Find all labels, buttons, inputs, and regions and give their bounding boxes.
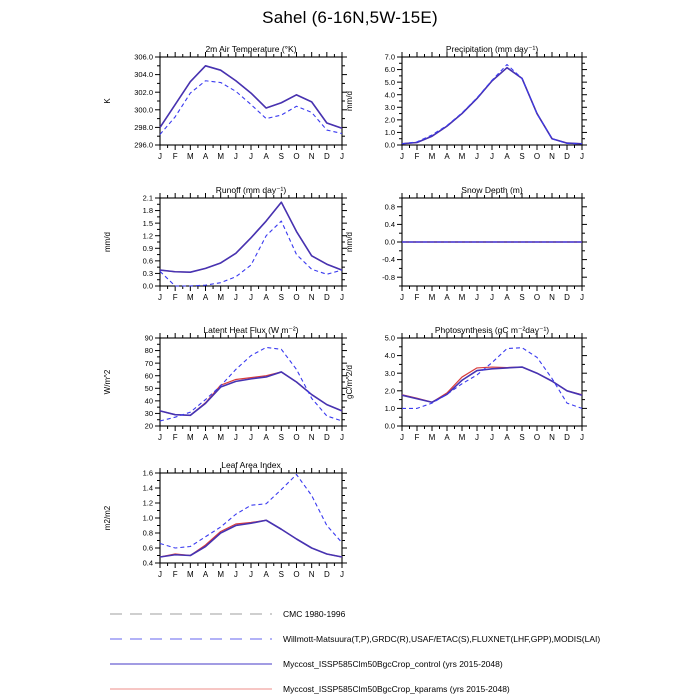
panel-title: Leaf Area Index: [221, 460, 281, 470]
y-tick-label: 296.0: [134, 140, 153, 150]
y-tick-label: 1.2: [142, 231, 153, 241]
y-axis-unit: K: [103, 98, 112, 104]
y-tick-label: 5.0: [384, 77, 395, 87]
x-tick-label: D: [323, 152, 330, 161]
x-tick-label: A: [202, 152, 209, 161]
panel-title: Photosynthesis (gC m⁻²day⁻¹): [434, 325, 550, 335]
y-tick-label: 298.0: [134, 123, 153, 133]
legend-line-swatch: [110, 609, 272, 619]
x-tick-label: N: [308, 570, 315, 579]
x-tick-label: D: [323, 433, 330, 442]
x-tick-label: O: [293, 570, 300, 579]
y-tick-label: 0.0: [142, 281, 153, 291]
panel-leaf-area-index: [98, 457, 360, 591]
y-tick-label: 0.0: [384, 140, 395, 150]
y-tick-label: 3.0: [384, 102, 395, 112]
x-tick-label: S: [519, 293, 525, 302]
x-tick-label: M: [217, 433, 225, 442]
y-tick-label: 30: [144, 409, 153, 419]
y-tick-label: 4.0: [384, 351, 395, 361]
panel-latent-heat-flux: [98, 322, 360, 454]
x-tick-label: M: [217, 570, 225, 579]
x-tick-label: A: [202, 293, 209, 302]
x-tick-label: N: [549, 433, 555, 442]
y-tick-label: 306.0: [134, 52, 153, 62]
series-line: [402, 367, 582, 402]
x-tick-label: S: [278, 433, 285, 442]
x-tick-label: J: [475, 293, 479, 302]
y-tick-label: 0.3: [142, 269, 153, 279]
x-tick-label: F: [172, 293, 178, 302]
x-tick-label: M: [186, 433, 194, 442]
y-tick-label: 5.0: [384, 333, 395, 343]
x-tick-label: A: [444, 433, 450, 442]
y-tick-label: 1.0: [384, 404, 395, 414]
y-tick-label: 3.0: [384, 368, 395, 378]
series-line: [160, 66, 342, 128]
legend-line-swatch: [110, 634, 272, 644]
y-tick-label: 302.0: [134, 87, 153, 97]
y-tick-label: 1.0: [384, 128, 395, 138]
x-tick-label: J: [475, 152, 479, 161]
y-tick-label: 70: [144, 358, 153, 368]
x-tick-label: A: [202, 433, 209, 442]
series-line: [160, 81, 342, 135]
y-tick-label: 1.5: [142, 218, 153, 228]
x-tick-label: J: [400, 433, 404, 442]
y-tick-label: 1.4: [142, 483, 153, 493]
x-tick-label: M: [428, 152, 436, 161]
x-tick-label: J: [490, 433, 494, 442]
x-tick-label: O: [533, 152, 541, 161]
x-tick-label: M: [428, 293, 436, 302]
y-tick-label: 0.0: [384, 237, 395, 247]
x-tick-label: D: [564, 293, 570, 302]
series-line: [160, 202, 342, 272]
y-tick-label: 2.1: [142, 193, 153, 203]
legend-line-swatch: [110, 684, 272, 694]
figure-title: Sahel (6-16N,5W-15E): [262, 8, 438, 27]
legend-label: Myccost_ISSP585Clm50BgcCrop_control (yrs 2015-2048): [283, 658, 503, 669]
x-tick-label: M: [428, 433, 436, 442]
x-tick-label: J: [340, 293, 344, 302]
x-tick-label: O: [293, 293, 300, 302]
legend-item-2: [110, 651, 600, 676]
series-line: [402, 348, 582, 409]
panel-snow-depth: [340, 182, 600, 314]
x-tick-label: A: [263, 152, 269, 161]
y-tick-label: 1.6: [142, 468, 153, 478]
x-tick-label: N: [308, 293, 315, 302]
x-tick-label: J: [233, 293, 238, 302]
x-tick-label: J: [400, 152, 404, 161]
x-tick-label: J: [249, 433, 253, 442]
y-tick-label: 60: [144, 371, 153, 381]
x-tick-label: O: [533, 293, 541, 302]
legend-line-swatch: [110, 659, 272, 669]
series-line: [402, 68, 582, 144]
panel-title: Snow Depth (m): [461, 185, 523, 195]
y-axis-unit: mm/d: [103, 232, 112, 252]
x-tick-label: J: [340, 570, 344, 579]
x-tick-label: M: [458, 293, 466, 302]
series-line: [160, 372, 342, 415]
x-tick-label: D: [564, 152, 570, 161]
y-tick-label: 0.8: [142, 528, 153, 538]
panel-title: 2m Air Temperature (°K): [205, 44, 297, 54]
x-tick-label: J: [158, 433, 162, 442]
series-line: [160, 347, 342, 421]
x-tick-label: F: [172, 570, 178, 579]
x-tick-label: F: [414, 433, 420, 442]
y-axis-unit: mm/d: [345, 232, 354, 252]
x-tick-label: M: [186, 570, 194, 579]
y-tick-label: 0.4: [142, 558, 153, 568]
panel-air-temperature: [98, 41, 360, 173]
y-tick-label: 80: [144, 346, 153, 356]
y-tick-label: 50: [144, 383, 153, 393]
y-tick-label: 300.0: [134, 105, 153, 115]
x-tick-label: A: [202, 570, 209, 579]
legend-label: Willmott-Matsuura(T,P),GRDC(R),USAF/ETAC(S),FLUXNET(LHF,GPP),MODIS(LAI): [283, 633, 601, 644]
x-tick-label: J: [158, 293, 162, 302]
series-line: [160, 475, 342, 549]
y-tick-label: 90: [144, 333, 153, 343]
x-tick-label: N: [549, 293, 555, 302]
legend-item-3: [110, 676, 600, 700]
x-tick-label: J: [233, 433, 238, 442]
y-tick-label: 1.8: [142, 206, 153, 216]
y-axis-unit: gC/m^2/d: [345, 365, 354, 399]
y-tick-label: 0.4: [384, 220, 395, 230]
y-tick-label: 40: [144, 396, 153, 406]
x-tick-label: S: [278, 570, 285, 579]
x-tick-label: N: [308, 433, 315, 442]
y-tick-label: 0.6: [142, 543, 153, 553]
series-line: [160, 520, 342, 557]
x-tick-label: S: [278, 152, 285, 161]
x-tick-label: J: [400, 293, 404, 302]
x-tick-label: A: [504, 293, 510, 302]
x-tick-label: M: [186, 293, 194, 302]
series-line: [160, 66, 342, 128]
x-tick-label: J: [490, 152, 494, 161]
panel-title: Latent Heat Flux (W m⁻²): [203, 325, 299, 335]
x-tick-label: O: [293, 152, 300, 161]
y-tick-label: 6.0: [384, 65, 395, 75]
y-tick-label: 20: [144, 421, 153, 431]
panel-precipitation: [340, 41, 600, 173]
x-tick-label: J: [249, 570, 253, 579]
series-line: [160, 520, 342, 557]
x-tick-label: J: [340, 433, 344, 442]
y-axis-unit: m2/m2: [103, 505, 112, 531]
x-tick-label: J: [249, 152, 253, 161]
x-tick-label: J: [580, 152, 584, 161]
x-tick-label: O: [533, 433, 541, 442]
x-tick-label: O: [293, 433, 300, 442]
y-tick-label: -0.4: [382, 255, 395, 265]
legend: [110, 601, 600, 700]
y-tick-label: 1.0: [142, 513, 153, 523]
panel-title: Runoff (mm day⁻¹): [215, 185, 287, 195]
x-tick-label: A: [263, 293, 269, 302]
x-tick-label: J: [233, 570, 238, 579]
y-tick-label: 0.9: [142, 243, 153, 253]
x-tick-label: D: [323, 293, 330, 302]
series-line: [402, 65, 582, 144]
x-tick-label: M: [186, 152, 194, 161]
y-tick-label: 1.2: [142, 498, 153, 508]
x-tick-label: J: [580, 433, 584, 442]
x-tick-label: A: [444, 293, 450, 302]
x-tick-label: N: [549, 152, 555, 161]
y-tick-label: 4.0: [384, 90, 395, 100]
y-tick-label: 0.6: [142, 256, 153, 266]
x-tick-label: F: [172, 152, 178, 161]
x-tick-label: F: [172, 433, 178, 442]
legend-label: Myccost_ISSP585Clm50BgcCrop_kparams (yrs 2015-2048): [283, 683, 510, 694]
x-tick-label: J: [158, 570, 162, 579]
x-tick-label: M: [217, 152, 225, 161]
x-tick-label: A: [504, 152, 510, 161]
y-tick-label: 0.8: [384, 202, 395, 212]
x-tick-label: J: [580, 293, 584, 302]
x-tick-label: J: [340, 152, 344, 161]
x-tick-label: M: [458, 433, 466, 442]
x-tick-label: S: [519, 152, 525, 161]
y-tick-label: -0.8: [382, 272, 395, 282]
x-tick-label: F: [414, 293, 420, 302]
panel-title: Precipitation (mm day⁻¹): [445, 44, 539, 54]
x-tick-label: F: [414, 152, 420, 161]
series-line: [402, 367, 582, 402]
x-tick-label: D: [564, 433, 570, 442]
y-tick-label: 0.0: [384, 421, 395, 431]
series-line: [402, 68, 582, 144]
panel-runoff: [98, 182, 360, 314]
x-tick-label: A: [263, 570, 269, 579]
x-tick-label: M: [458, 152, 466, 161]
x-tick-label: J: [475, 433, 479, 442]
y-tick-label: 7.0: [384, 52, 395, 62]
x-tick-label: N: [308, 152, 315, 161]
x-tick-label: A: [444, 152, 450, 161]
x-tick-label: A: [263, 433, 269, 442]
legend-label: CMC 1980-1996: [283, 608, 346, 619]
y-tick-label: 304.0: [134, 70, 153, 80]
x-tick-label: J: [158, 152, 162, 161]
x-tick-label: D: [323, 570, 330, 579]
x-tick-label: A: [504, 433, 510, 442]
x-tick-label: S: [519, 433, 525, 442]
y-tick-label: 2.0: [384, 386, 395, 396]
x-tick-label: S: [278, 293, 285, 302]
y-axis-unit: mm/d: [345, 91, 354, 111]
series-line: [160, 221, 342, 286]
y-axis-unit: W/m^2: [103, 369, 112, 395]
y-tick-label: 2.0: [384, 115, 395, 125]
x-tick-label: J: [233, 152, 238, 161]
legend-item-0: [110, 601, 600, 626]
x-tick-label: J: [490, 293, 494, 302]
x-tick-label: M: [217, 293, 225, 302]
panel-photosynthesis: [340, 322, 600, 454]
x-tick-label: J: [249, 293, 253, 302]
legend-item-1: [110, 626, 600, 651]
